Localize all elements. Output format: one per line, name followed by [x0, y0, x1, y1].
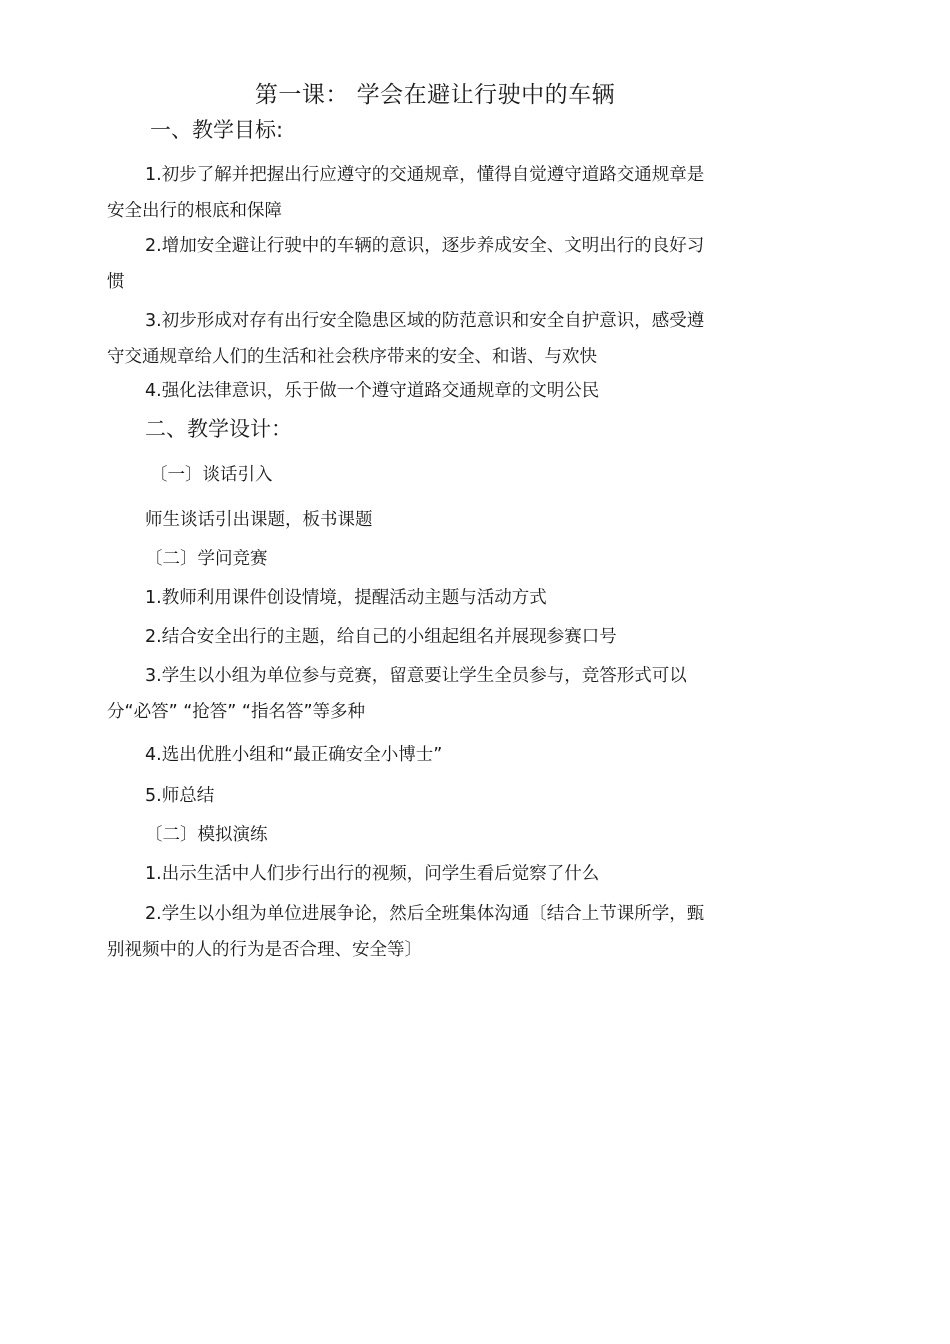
part-heading-intro: 〔一〕谈话引入 — [150, 465, 273, 485]
quiz-item-4: 4.选出优胜小组和“最正确安全小博士” — [145, 745, 443, 765]
part-heading-drill: 〔二〕模拟演练 — [145, 825, 268, 845]
objective-3-line-2: 守交通规章给人们的生活和社会秩序带来的安全、和谐、与欢快 — [107, 347, 597, 367]
objective-4-line-1: 4.强化法律意识，乐于做一个遵守道路交通规章的文明公民 — [145, 381, 600, 401]
quiz-item-1: 1.教师利用课件创设情境，提醒活动主题与活动方式 — [145, 588, 547, 608]
page-title: 第一课： 学会在避让行驶中的车辆 — [254, 82, 616, 108]
quiz-item-3-line-1: 3.学生以小组为单位参与竞赛，留意要让学生全员参与，竞答形式可以 — [145, 666, 687, 686]
drill-item-2-line-1: 2.学生以小组为单位进展争论，然后全班集体沟通〔结合上节课所学，甄 — [145, 904, 705, 924]
objective-2-line-1: 2.增加安全避让行驶中的车辆的意识，逐步养成安全、文明出行的良好习 — [145, 236, 705, 256]
drill-item-2-line-2: 别视频中的人的行为是否合理、安全等〕 — [107, 940, 422, 960]
objective-1-line-1: 1.初步了解并把握出行应遵守的交通规章，懂得自觉遵守道路交通规章是 — [145, 165, 705, 185]
quiz-item-3-line-2: 分“必答” “抢答” “指名答”等多种 — [107, 702, 366, 722]
section-heading-design: 二、教学设计： — [145, 417, 292, 441]
quiz-item-2: 2.结合安全出行的主题，给自己的小组起组名并展现参赛口号 — [145, 627, 617, 647]
drill-item-1: 1.出示生活中人们步行出行的视频，问学生看后觉察了什么 — [145, 864, 600, 884]
intro-text: 师生谈话引出课题，板书课题 — [145, 510, 373, 530]
objective-2-line-2: 惯 — [107, 272, 125, 292]
section-heading-objectives: 一、教学目标: — [150, 118, 284, 142]
quiz-item-5: 5.师总结 — [145, 786, 215, 806]
objective-1-line-2: 安全出行的根底和保障 — [107, 201, 282, 221]
objective-3-line-1: 3.初步形成对存有出行安全隐患区域的防范意识和安全自护意识，感受遵 — [145, 311, 705, 331]
part-heading-quiz: 〔二〕学问竞赛 — [145, 549, 268, 569]
